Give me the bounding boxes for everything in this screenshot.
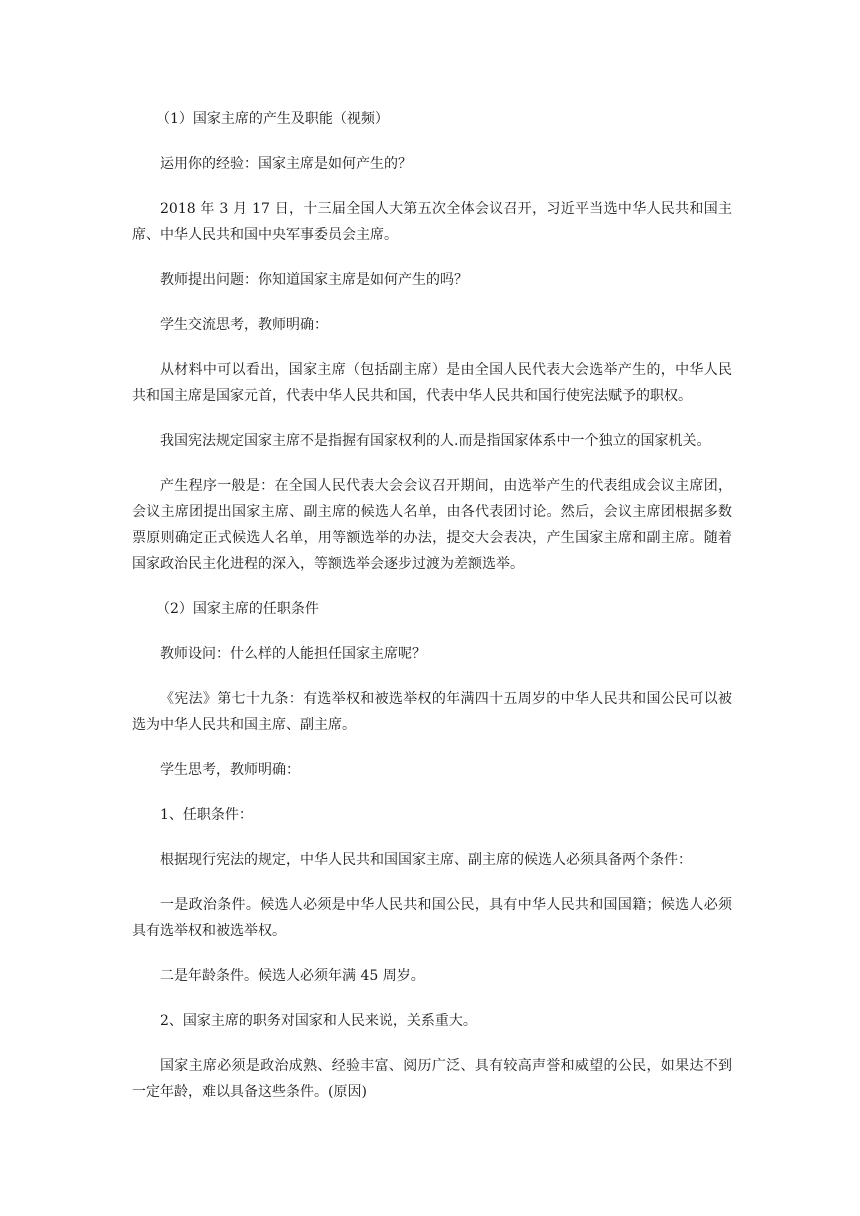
section-heading-2: （2）国家主席的任职条件 bbox=[156, 601, 319, 617]
paragraph: 产生程序一般是：在全国人民代表大会会议召开期间，由选举产生的代表组成会议主席团，会议主席团提出国家主席、副主席的候选人名单，由各代表团讨论。然后，会议主席团根据多数票原则确定正式候选人名单，用等额选举的办法，提交大会表决，产生国家主席和副主席。随着国家政治民主化进程的深入，等额选举会逐步过渡为差额选举。 bbox=[132, 478, 732, 572]
paragraph: 我国宪法规定国家主席不是指握有国家权利的人.而是指国家体系中一个独立的国家机关。 bbox=[160, 433, 711, 449]
paragraph: 二是年龄条件。候选人必须年满 45 周岁。 bbox=[160, 968, 425, 984]
paragraph: 2018 年 3 月 17 日，十三届全国人大第五次全体会议召开，习近平当选中华人民共和国主席、中华人民共和国中央军事委员会主席。 bbox=[132, 201, 732, 243]
paragraph: 从材料中可以看出，国家主席（包括副主席）是由全国人民代表大会选举产生的，中华人民共和国主席是国家元首，代表中华人民共和国，代表中华人民共和国行使宪法赋予的职权。 bbox=[132, 362, 732, 404]
paragraph: 教师设问：什么样的人能担任国家主席呢？ bbox=[160, 646, 426, 662]
paragraph: 1、任职条件： bbox=[160, 807, 253, 823]
document-body bbox=[132, 106, 732, 1124]
paragraph: 2、国家主席的职务对国家和人民来说，关系重大。 bbox=[160, 1013, 477, 1029]
paragraph: 《宪法》第七十九条：有选举权和被选举权的年满四十五周岁的中华人民共和国公民可以被选为中华人民共和国主席、副主席。 bbox=[132, 691, 732, 733]
paragraph: 一是政治条件。候选人必须是中华人民共和国公民，具有中华人民共和国国籍；候选人必须具有选举权和被选举权。 bbox=[132, 897, 732, 939]
paragraph: 根据现行宪法的规定，中华人民共和国国家主席、副主席的候选人必须具备两个条件： bbox=[160, 852, 692, 868]
paragraph: 教师提出问题：你知道国家主席是如何产生的吗？ bbox=[160, 272, 468, 288]
paragraph: 国家主席必须是政治成熟、经验丰富、阅历广泛、具有较高声誉和威望的公民，如果达不到一定年龄，难以具备这些条件。(原因) bbox=[132, 1058, 732, 1100]
section-heading-1: （1）国家主席的产生及职能（视频） bbox=[156, 111, 389, 127]
paragraph: 学生思考，教师明确： bbox=[160, 762, 300, 778]
paragraph: 学生交流思考，教师明确： bbox=[160, 317, 328, 333]
paragraph: 运用你的经验：国家主席是如何产生的？ bbox=[160, 156, 412, 172]
